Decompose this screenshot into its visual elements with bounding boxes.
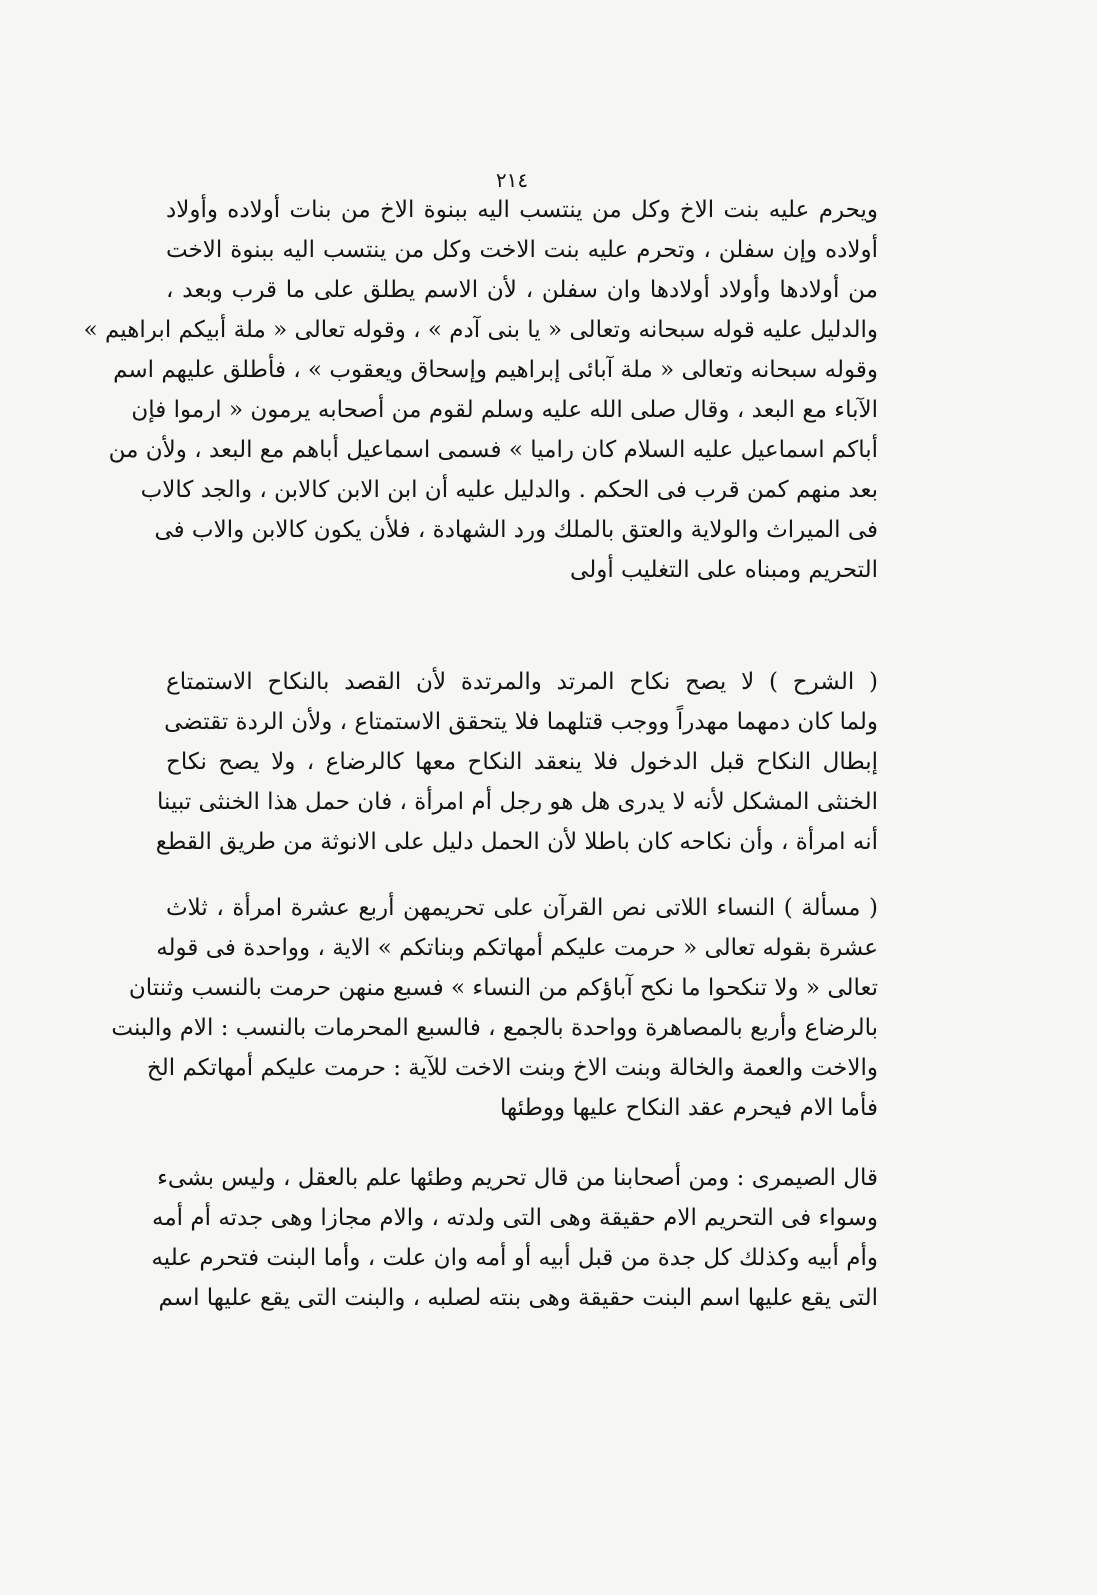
text-line: قال الصيمرى : ومن أصحابنا من قال تحريم وطئها علم بالعقل ، وليس بشىء <box>157 1165 878 1191</box>
text-line: والدليل عليه قوله سبحانه وتعالى « يا بنى آدم » ، وقوله تعالى « ملة أبيكم ابراهيم » <box>83 317 878 343</box>
text-line: وأم أبيه وكذلك كل جدة من قبل أبيه أو أمه وان علت ، وأما البنت فتحرم عليه <box>151 1245 878 1271</box>
text-line: ويحرم عليه بنت الاخ وكل من ينتسب اليه ببنوة الاخ من بنات أولاده وأولاد <box>166 197 878 223</box>
text-line: فى الميراث والولاية والعتق بالملك ورد الشهادة ، فلأن يكون كالابن والاب فى <box>154 517 878 543</box>
text-line: ولما كان دمهما مهدراً ووجب قتلهما فلا يتحقق الاستمتاع ، ولأن الردة تقتضى <box>164 709 878 735</box>
text-line: بالرضاع وأربع بالمصاهرة وواحدة بالجمع ، فالسبع المحرمات بالنسب : الام والبنت <box>111 1015 878 1041</box>
text-line: التى يقع عليها اسم البنت حقيقة وهى بنته لصلبه ، والبنت التى يقع عليها اسم <box>158 1285 878 1311</box>
text-line: أولاده وإن سفلن ، وتحرم عليه بنت الاخت وكل من ينتسب اليه ببنوة الاخت <box>166 237 878 263</box>
text-line: من أولادها وأولاد أولادها وان سفلن ، لأن الاسم يطلق على ما قرب وبعد ، <box>166 277 878 303</box>
text-line: بعد منهم كمن قرب فى الحكم . والدليل عليه أن ابن الابن كالابن ، والجد كالاب <box>140 477 878 503</box>
text-line: عشرة بقوله تعالى « حرمت عليكم أمهاتكم وبناتكم » الاية ، وواحدة فى قوله <box>156 935 878 961</box>
text-line: الآباء مع البعد ، وقال صلى الله عليه وسلم لقوم من أصحابه يرمون « ارموا فإن <box>131 397 878 423</box>
text-line: والاخت والعمة والخالة وبنت الاخ وبنت الاخت للآية : حرمت عليكم أمهاتكم الخ <box>146 1055 878 1081</box>
paragraph-main-text <box>83 190 878 590</box>
text-line: الخنثى المشكل لأنه لا يدرى هل هو رجل أم امرأة ، فان حمل هذا الخنثى تبينا <box>157 789 878 815</box>
text-line: أباكم اسماعيل عليه السلام كان راميا » فسمى اسماعيل أباهم مع البعد ، ولأن من <box>108 437 878 463</box>
text-line: ( مسألة ) النساء اللاتى نص القرآن على تحريمهن أربع عشرة امرأة ، ثلاث <box>166 895 878 921</box>
text-line: أنه امرأة ، وأن نكاحه كان باطلا لأن الحمل دليل على الانوثة من طريق القطع <box>155 829 878 855</box>
paragraph-issue <box>111 888 878 1128</box>
text-line: ( الشرح ) لا يصح نكاح المرتد والمرتدة لأن القصد بالنكاح الاستمتاع <box>166 669 878 695</box>
text-line: التحريم ومبناه على التغليب أولى <box>570 557 878 583</box>
text-line: إبطال النكاح قبل الدخول فلا ينعقد النكاح معها كالرضاع ، ولا يصح نكاح <box>166 749 878 775</box>
text-line: وقوله سبحانه وتعالى « ملة آبائى إبراهيم وإسحاق ويعقوب » ، فأطلق عليهم اسم <box>113 357 878 383</box>
page-number: ٢١٤ <box>495 168 529 192</box>
paragraph-saymari <box>151 1158 878 1318</box>
text-line: فأما الام فيحرم عقد النكاح عليها ووطئها <box>500 1095 878 1121</box>
paragraph-commentary <box>155 662 878 862</box>
text-line: وسواء فى التحريم الام حقيقة وهى التى ولدته ، والام مجازا وهى جدته أم أمه <box>152 1205 878 1231</box>
text-line: تعالى « ولا تنكحوا ما نكح آباؤكم من النساء » فسبع منهن حرمت بالنسب وثنتان <box>128 975 878 1001</box>
